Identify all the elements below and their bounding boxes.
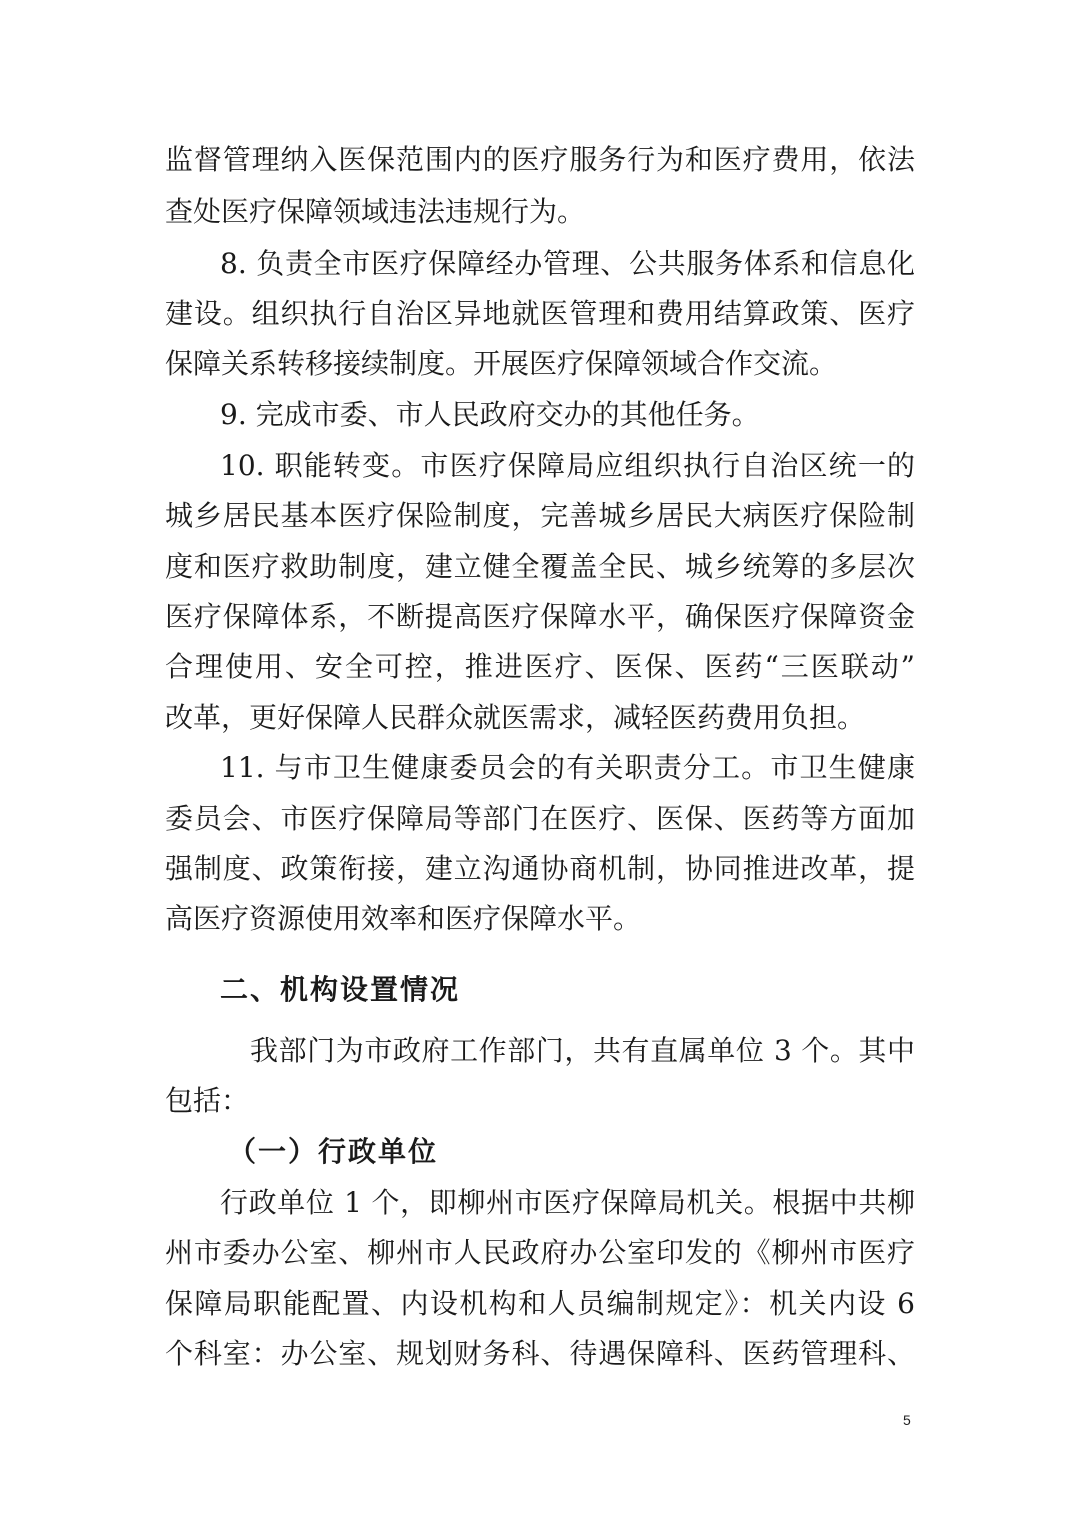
text-line: 10. 职能转变。市医疗保障局应组织执行自治区统一的 bbox=[220, 449, 915, 482]
text-line: 度和医疗救助制度，建立健全覆盖全民、城乡统筹的多层次 bbox=[165, 550, 915, 583]
subsection-heading: （一）行政单位 bbox=[228, 1135, 439, 1168]
text-line: 委员会、市医疗保障局等部门在医疗、医保、医药等方面加 bbox=[165, 802, 915, 835]
text-line: 11. 与市卫生健康委员会的有关职责分工。市卫生健康 bbox=[220, 751, 915, 784]
text-line: 保障局职能配置、内设机构和人员编制规定》：机关内设 6 bbox=[165, 1287, 915, 1320]
text-line: 改革，更好保障人民群众就医需求，减轻医药费用负担。 bbox=[165, 701, 866, 734]
text-line: 强制度、政策衔接，建立沟通协商机制，协同推进改革，提 bbox=[165, 852, 915, 885]
text-line: 监督管理纳入医保范围内的医疗服务行为和医疗费用，依法 bbox=[165, 143, 915, 176]
text-line: 高医疗资源使用效率和医疗保障水平。 bbox=[165, 902, 642, 935]
section-heading: 二、机构设置情况 bbox=[220, 973, 461, 1006]
text-line: 州市委办公室、柳州市人民政府办公室印发的《柳州市医疗 bbox=[165, 1236, 915, 1269]
text-line: 查处医疗保障领域违法违规行为。 bbox=[165, 195, 586, 228]
text-line: 行政单位 1 个，即柳州市医疗保障局机关。根据中共柳 bbox=[220, 1186, 915, 1219]
text-line: 建设。组织执行自治区异地就医管理和费用结算政策、医疗 bbox=[165, 297, 915, 330]
text-line: 合理使用、安全可控，推进医疗、医保、医药“三医联动” bbox=[165, 650, 915, 683]
text-line: 8. 负责全市医疗保障经办管理、公共服务体系和信息化 bbox=[220, 247, 915, 280]
page-number: 5 bbox=[903, 1412, 911, 1428]
text-line: 医疗保障体系，不断提高医疗保障水平，确保医疗保障资金 bbox=[165, 600, 915, 633]
text-line: 包括： bbox=[165, 1084, 250, 1117]
text-line: 9. 完成市委、市人民政府交办的其他任务。 bbox=[220, 398, 760, 431]
text-line: 城乡居民基本医疗保险制度，完善城乡居民大病医疗保险制 bbox=[165, 499, 915, 532]
text-line: 保障关系转移接续制度。开展医疗保障领域合作交流。 bbox=[165, 347, 838, 380]
text-line: 个科室：办公室、规划财务科、待遇保障科、医药管理科、 bbox=[165, 1337, 915, 1370]
text-line: 我部门为市政府工作部门，共有直属单位 3 个。其中 bbox=[250, 1034, 915, 1067]
